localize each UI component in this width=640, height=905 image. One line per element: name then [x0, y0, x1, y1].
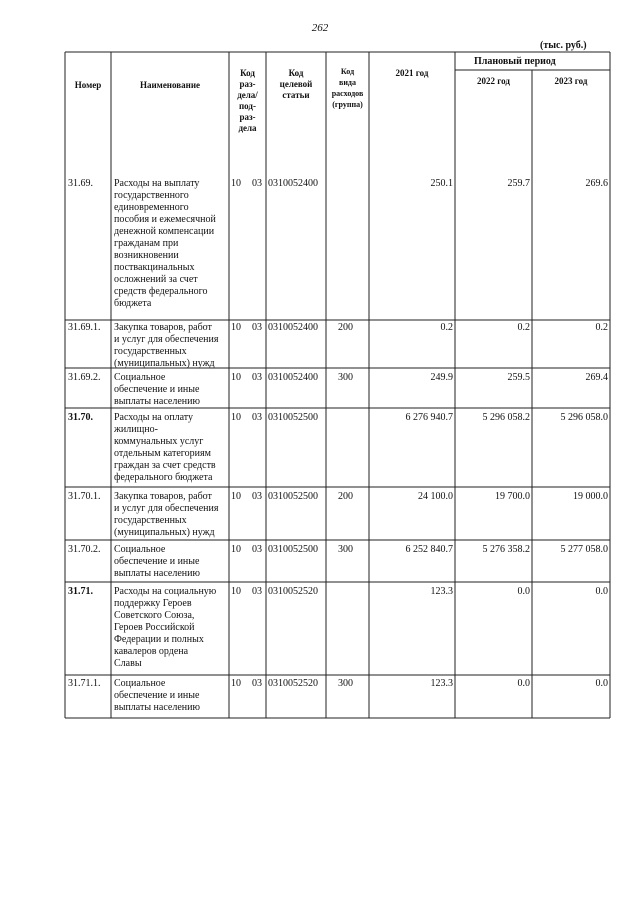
row-target: 0310052500 [268, 491, 318, 502]
row-number: 31.69.1. [68, 322, 101, 333]
header-expense-type: Код вида расходов (группа) [331, 67, 364, 109]
row-subsection: 03 [252, 322, 262, 333]
row-number: 31.71. [68, 586, 93, 597]
row-section: 10 [231, 586, 241, 597]
row-subsection: 03 [252, 586, 262, 597]
row-2022: 5 296 058.2 [482, 412, 530, 423]
row-section: 10 [231, 678, 241, 689]
row-2023: 0.0 [595, 586, 608, 597]
row-subsection: 03 [252, 544, 262, 555]
header-2021: 2021 год [395, 68, 429, 78]
row-target: 0310052400 [268, 372, 318, 383]
row-2023: 5 277 058.0 [560, 544, 608, 555]
units-label: (тыс. руб.) [540, 40, 587, 51]
row-name: Закупка товаров, работ и услуг для обеспечения государственных (муниципальных) нужд [114, 491, 219, 538]
row-section: 10 [231, 178, 241, 189]
row-2021: 123.3 [430, 678, 453, 689]
row-section: 10 [231, 412, 241, 423]
row-expense-type: 300 [338, 678, 353, 689]
row-2021: 249.9 [430, 372, 453, 383]
row-2022: 0.0 [517, 586, 530, 597]
row-target: 0310052520 [268, 586, 318, 597]
row-2021: 123.3 [430, 586, 453, 597]
row-2023: 0.0 [595, 678, 608, 689]
row-2023: 0.2 [595, 322, 608, 333]
row-2022: 0.0 [517, 678, 530, 689]
row-number: 31.69.2. [68, 372, 101, 383]
planned-period-header: Плановый период [474, 56, 556, 67]
row-subsection: 03 [252, 491, 262, 502]
row-name: Расходы на выплату государственного единовременного пособия и ежемесячной денежной компенсации гражданам при возникновении поствакцинальных осложнений за счет средств федерального бюджета [114, 178, 216, 309]
header-number: Номер [74, 80, 102, 90]
row-name: Закупка товаров, работ и услуг для обеспечения государственных (муниципальных) нужд [114, 322, 219, 369]
row-expense-type: 300 [338, 372, 353, 383]
header-name: Наименование [140, 80, 200, 90]
row-2023: 269.4 [585, 372, 608, 383]
row-number: 31.69. [68, 178, 93, 189]
row-target: 0310052500 [268, 412, 318, 423]
row-2023: 5 296 058.0 [560, 412, 608, 423]
page-number: 262 [311, 22, 329, 34]
row-name: Расходы на оплату жилищно- коммунальных услуг отдельным категориям граждан за счет средств федерального бюджета [114, 412, 216, 483]
row-number: 31.71.1. [68, 678, 101, 689]
row-name: Социальное обеспечение и иные выплаты населению [114, 678, 200, 713]
row-2023: 19 000.0 [573, 491, 608, 502]
row-2022: 19 700.0 [495, 491, 530, 502]
row-section: 10 [231, 322, 241, 333]
row-2021: 6 252 840.7 [405, 544, 453, 555]
row-expense-type: 200 [338, 322, 353, 333]
row-target: 0310052500 [268, 544, 318, 555]
row-name: Социальное обеспечение и иные выплаты населению [114, 372, 200, 407]
row-section: 10 [231, 372, 241, 383]
row-target: 0310052520 [268, 678, 318, 689]
row-2021: 0.2 [440, 322, 453, 333]
row-section: 10 [231, 544, 241, 555]
row-target: 0310052400 [268, 322, 318, 333]
row-2022: 259.5 [507, 372, 530, 383]
row-2022: 259.7 [507, 178, 530, 189]
row-number: 31.70. [68, 412, 93, 423]
row-name: Социальное обеспечение и иные выплаты населению [114, 544, 200, 579]
row-2021: 250.1 [430, 178, 453, 189]
row-subsection: 03 [252, 178, 262, 189]
row-name: Расходы на социальную поддержку Героев Советского Союза, Героев Российской Федерации и полных кавалеров ордена Славы [114, 586, 217, 669]
header-section: Код раз- дела/ под- раз- дела [237, 68, 258, 133]
row-subsection: 03 [252, 412, 262, 423]
header-2023: 2023 год [554, 76, 588, 86]
row-expense-type: 200 [338, 491, 353, 502]
row-2023: 269.6 [585, 178, 608, 189]
row-section: 10 [231, 491, 241, 502]
row-2021: 24 100.0 [418, 491, 453, 502]
row-expense-type: 300 [338, 544, 353, 555]
row-2021: 6 276 940.7 [405, 412, 453, 423]
row-subsection: 03 [252, 372, 262, 383]
row-2022: 5 276 358.2 [482, 544, 530, 555]
row-target: 0310052400 [268, 178, 318, 189]
header-target: Код целевой статьи [279, 68, 313, 100]
row-subsection: 03 [252, 678, 262, 689]
row-number: 31.70.1. [68, 491, 101, 502]
row-2022: 0.2 [517, 322, 530, 333]
row-number: 31.70.2. [68, 544, 101, 555]
header-2022: 2022 год [477, 76, 510, 86]
